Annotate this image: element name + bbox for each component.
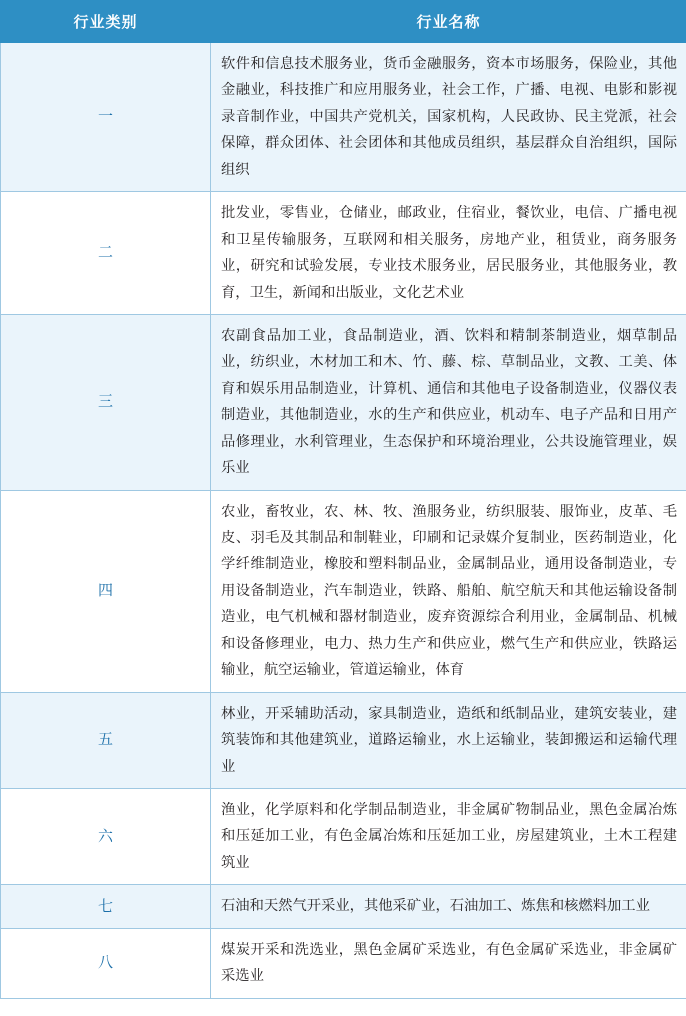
cell-industry-name: 渔业，化学原料和化学制品制造业，非金属矿物制品业，黑色金属冶炼和压延加工业，有色金属冶炼和压延加工业，房屋建筑业，土木工程建筑业 bbox=[211, 788, 686, 884]
cell-category: 七 bbox=[1, 885, 211, 928]
cell-category: 三 bbox=[1, 314, 211, 490]
table-row bbox=[1, 192, 686, 315]
table-row bbox=[1, 43, 686, 192]
table-header-row bbox=[1, 1, 686, 43]
cell-industry-name: 农副食品加工业，食品制造业，酒、饮料和精制茶制造业，烟草制品业，纺织业，木材加工和木、竹、藤、棕、草制品业，文教、工美、体育和娱乐用品制造业，计算机、通信和其他电子设备制造业，仪器仪表制造业，其他制造业，水的生产和供应业，机动车、电子产品和日用产品修理业，水利管理业，生态保护和环境治理业，公共设施管理业，娱乐业 bbox=[211, 314, 686, 490]
cell-industry-name: 林业，开采辅助活动，家具制造业，造纸和纸制品业，建筑安装业，建筑装饰和其他建筑业，道路运输业，水上运输业，装卸搬运和运输代理业 bbox=[211, 692, 686, 788]
column-header-name: 行业名称 bbox=[211, 1, 686, 43]
table-body bbox=[1, 43, 686, 999]
table-row bbox=[1, 314, 686, 490]
cell-industry-name: 石油和天然气开采业，其他采矿业，石油加工、炼焦和核燃料加工业 bbox=[211, 885, 686, 928]
cell-category: 五 bbox=[1, 692, 211, 788]
cell-category: 六 bbox=[1, 788, 211, 884]
cell-industry-name: 煤炭开采和洗选业，黑色金属矿采选业，有色金属矿采选业，非金属矿采选业 bbox=[211, 928, 686, 998]
cell-category: 一 bbox=[1, 43, 211, 192]
cell-category: 四 bbox=[1, 490, 211, 692]
cell-category: 二 bbox=[1, 192, 211, 315]
table-row bbox=[1, 490, 686, 692]
cell-industry-name: 批发业，零售业，仓储业，邮政业，住宿业，餐饮业，电信、广播电视和卫星传输服务，互联网和相关服务，房地产业，租赁业，商务服务业，研究和试验发展，专业技术服务业，居民服务业，其他服务业，教育，卫生，新闻和出版业，文化艺术业 bbox=[211, 192, 686, 315]
table-row bbox=[1, 788, 686, 884]
table-row bbox=[1, 928, 686, 998]
table-row bbox=[1, 692, 686, 788]
cell-category: 八 bbox=[1, 928, 211, 998]
cell-industry-name: 农业，畜牧业，农、林、牧、渔服务业，纺织服装、服饰业，皮革、毛皮、羽毛及其制品和制鞋业，印刷和记录媒介复制业，医药制造业，化学纤维制造业，橡胶和塑料制品业，金属制品业，通用设备制造业，专用设备制造业，汽车制造业，铁路、船舶、航空航天和其他运输设备制造业，电气机械和器材制造业，废弃资源综合利用业，金属制品、机械和设备修理业，电力、热力生产和供应业，燃气生产和供应业，铁路运输业，航空运输业，管道运输业，体育 bbox=[211, 490, 686, 692]
table-row bbox=[1, 885, 686, 928]
table-header bbox=[1, 1, 686, 43]
column-header-category: 行业类别 bbox=[1, 1, 211, 43]
cell-industry-name: 软件和信息技术服务业，货币金融服务，资本市场服务，保险业，其他金融业，科技推广和应用服务业，社会工作，广播、电视、电影和影视录音制作业，中国共产党机关，国家机构，人民政协、民主党派，社会保障，群众团体、社会团体和其他成员组织，基层群众自治组织，国际组织 bbox=[211, 43, 686, 192]
